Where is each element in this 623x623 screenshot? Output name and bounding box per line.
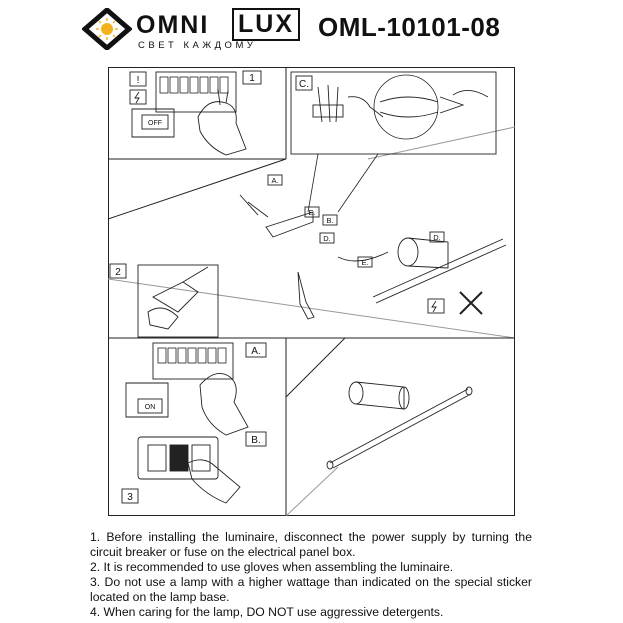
model-number: OML-10101-08 <box>318 12 501 42</box>
panel-2-number: 2 <box>115 267 121 278</box>
brand-logo <box>78 6 308 50</box>
instruction-line-1: 1. Before installing the luminaire, disconnect the power supply by turning the <box>90 530 532 544</box>
panel-3 <box>122 382 472 503</box>
panel-3-number: 3 <box>127 492 133 503</box>
panel-2 <box>110 175 506 337</box>
svg-text:!: ! <box>136 75 140 86</box>
label-d-2: D. <box>433 233 441 242</box>
panel-1 <box>130 71 261 155</box>
instruction-line-4: 3. Do not use a lamp with a higher wattage than indicated on the special sticker <box>90 575 532 589</box>
installation-diagram <box>108 67 515 516</box>
panel-a <box>126 343 266 435</box>
label-d: D. <box>323 234 331 243</box>
brand-tagline: СВЕТ КАЖДОМУ <box>138 40 257 51</box>
panel-b <box>138 432 266 503</box>
panel-1-number: 1 <box>249 73 255 84</box>
diagram-frame <box>109 68 515 516</box>
switch-off-label: OFF <box>148 120 162 127</box>
instruction-line-2: circuit breaker or fuse on the electrical panel box. <box>90 545 356 559</box>
label-e: E. <box>308 208 316 217</box>
label-e-2: E. <box>361 258 369 267</box>
label-a: A. <box>271 176 279 185</box>
logo-diamond-icon <box>82 8 132 50</box>
panel-a-label: A. <box>251 346 261 357</box>
instruction-line-3: 2. It is recommended to use gloves when assembling the luminaire. <box>90 560 454 574</box>
switch-on-label: ON <box>144 404 156 411</box>
panel-c-label: C. <box>299 79 309 90</box>
instruction-line-6: 4. When caring for the lamp, DO NOT use aggressive detergents. <box>90 605 444 619</box>
brand-name-omni: OMNI <box>136 11 210 39</box>
instructions <box>90 530 532 620</box>
instruction-line-5: located on the lamp base. <box>90 590 230 604</box>
panel-b-label: B. <box>251 435 261 446</box>
brand-name-lux: LUX <box>232 8 300 41</box>
panel-c <box>291 72 496 154</box>
label-b: B. <box>326 216 334 225</box>
